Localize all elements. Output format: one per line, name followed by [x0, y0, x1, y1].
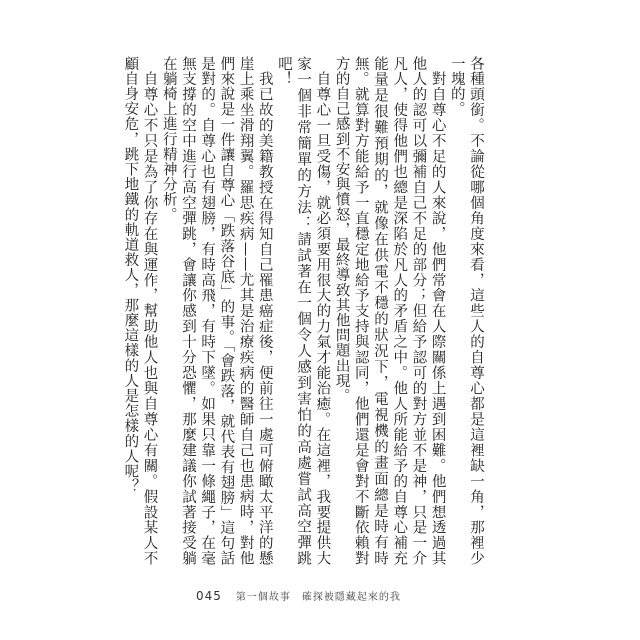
paragraph-1: 各種頭銜。不論從哪個角度來看，這些人的自尊心都是這裡缺一角，那裡少一塊的。 [448, 56, 484, 566]
running-title: 第一個故事 確探被隱藏起來的我 [235, 592, 401, 603]
paragraph-4: 我已故的美籍教授在得知自己罹患癌症後，便前往一處可俯瞰太平洋的懸崖上乘坐滑翔翼。羅思疾病——尤其是治療疾病的醫師自己也患病時，對他們來說是一件讓自尊心「跌落谷底」的事。「會跌落，就代表有翅膀」這句話是對的。自尊心也有翅膀，有時高飛，有時下墜。如果只靠一條繩子，在毫無支撐的空中進行高空彈跳，會讓你感到十分恐懼，那麼建議你試著接受躺在躺椅上進行精神分析。 [160, 56, 273, 566]
page-number: 045 [196, 588, 222, 603]
paragraph-3: 自尊心一旦受傷，就必須要用很大的力氣才能治癒。在這裡，我要提供大家一個非常簡單的方法：請試著在一個令人感到害怕的高處嘗試高空彈跳吧！ [275, 56, 331, 566]
vertical-text-block [122, 56, 485, 566]
paragraph-5: 自尊心不只是為了你存在與運作，幫助他人也與自尊心有關。假設某人不顧自身安危，跳下地鐵的軌道救人，那麼這樣的人是怎樣的人呢？ [122, 56, 158, 566]
paragraph-2: 對自尊心不足的人來說，他們常會在人際關係上遇到困難。他們想透過其他人的認可以彌補自己不足的部分；但給予認可的對方並不是神，只是一介凡人，使得他們也總是深陷於凡人的矛盾之中。他人所能給予的自尊心補充能量是很難預期的，就像在供電不穩的狀況下，電視機的畫面總是時有時無。就算對方能給予一直穩定地給予支持與認同，他們還是會對不斷依賴對方的自己感到不安與憤怒，最終導致其他問題出現。 [333, 56, 446, 566]
page-footer [196, 588, 401, 603]
